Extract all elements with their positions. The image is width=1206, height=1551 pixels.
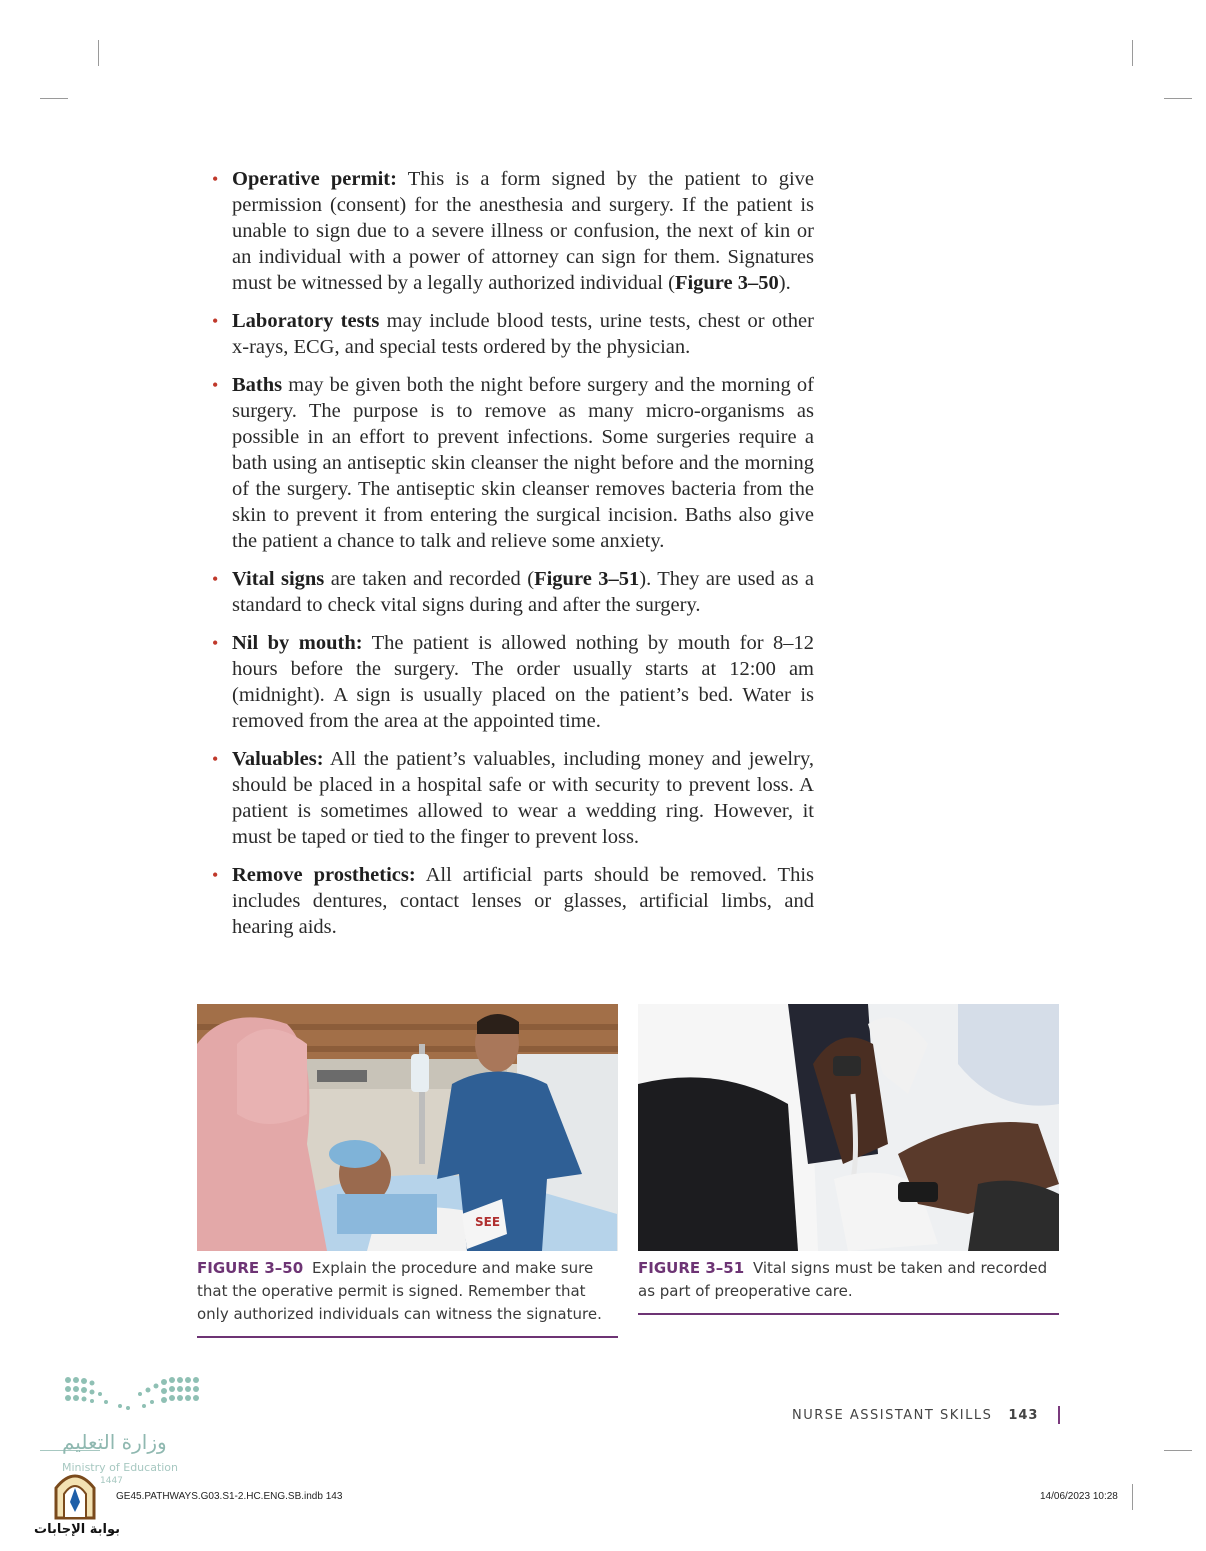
page-footer	[792, 1406, 1060, 1424]
crop-mark	[1132, 40, 1133, 66]
crop-mark	[1164, 1450, 1192, 1451]
bullet-term: Laboratory tests	[232, 310, 380, 332]
crop-mark	[1132, 1484, 1133, 1510]
figure-label: FIGURE 3–50	[197, 1259, 304, 1277]
bullet-text-end: ).	[778, 272, 791, 294]
bullet-item	[210, 308, 814, 360]
bullet-list	[210, 166, 814, 952]
bullet-dot: •	[212, 375, 219, 395]
bullet-text: The patient is allowed nothing by mouth for 8–12 hours before the surgery. The order usually starts at 12:00 am (midnight). A sign is usually placed on the patient’s bed. Water is removed from the area at the appointed time.	[232, 632, 814, 732]
figure-3-50	[197, 1004, 618, 1338]
bullet-term: Vital signs	[232, 568, 325, 590]
bullet-item	[210, 862, 814, 940]
bullet-term: Baths	[232, 374, 283, 396]
portal-name: بوابة الإجابات	[34, 1522, 120, 1537]
ministry-year: 1447	[100, 1476, 123, 1486]
bullet-text: All the patient’s valuables, including money and jewelry, should be placed in a hospital safe or with security to prevent loss. A patient is sometimes allowed to wear a wedding ring. However, it must be taped or tied to the finger to prevent loss.	[232, 748, 814, 848]
figure-3-51	[638, 1004, 1059, 1315]
bullet-dot: •	[212, 569, 219, 589]
figure-caption-text: Explain the procedure and make sure that the operative permit is signed. Remember that only authorized individuals can witness the signature.	[197, 1259, 602, 1323]
section-title: NURSE ASSISTANT SKILLS	[792, 1407, 993, 1423]
bullet-term: Valuables:	[232, 748, 324, 770]
bullet-text-end: ). They are used as a standard to check vital signs during and after the surgery.	[232, 568, 814, 616]
bullet-text: This is a form signed by the patient to give permission (consent) for the anesthesia and surgery. If the patient is unable to sign due to a severe illness or confusion, the next of kin or an individual with a power of attorney can sign for them. Signatures must be witnessed by a legally authorized individual (	[232, 168, 814, 294]
ministry-english-name: Ministry of Education	[62, 1461, 179, 1474]
ministry-arabic-name: وزارة التعليم	[62, 1430, 167, 1454]
ministry-dots-icon	[40, 1372, 210, 1422]
figure-photo-nurse-with-patient	[197, 1004, 618, 1251]
bullet-item	[210, 630, 814, 734]
figure-reference: Figure 3–50	[674, 272, 779, 294]
crop-mark	[98, 40, 99, 66]
bullet-dot: •	[212, 633, 219, 653]
svg-text:SEE: SEE	[475, 1215, 501, 1229]
photo-illustration	[638, 1004, 1059, 1251]
bullet-term: Remove prosthetics:	[232, 864, 416, 886]
figure-photo-vital-signs	[638, 1004, 1059, 1251]
bullet-text: All artificial parts should be removed. This includes dentures, contact lenses or glasses, artificial limbs, and hearing aids.	[232, 864, 814, 938]
crop-mark	[1164, 98, 1192, 99]
bullet-item	[210, 566, 814, 618]
print-slug-file: GE45.PATHWAYS.G03.S1-2.HC.ENG.SB.indb 143	[116, 1491, 343, 1502]
figure-caption	[197, 1257, 618, 1338]
bullet-item	[210, 166, 814, 296]
answers-portal-logo	[34, 1468, 124, 1544]
print-slug-date: 14/06/2023 10:28	[1040, 1491, 1118, 1502]
bullet-dot: •	[212, 169, 219, 189]
page-number: 143	[1008, 1407, 1039, 1423]
bullet-dot: •	[212, 749, 219, 769]
photo-illustration	[197, 1004, 618, 1251]
bullet-item	[210, 746, 814, 850]
bullet-text: may be given both the night before surgery and the morning of surgery. The purpose is to remove as many micro-organisms as possible in an effort to prevent infections. Some surgeries require a bath using an antiseptic skin cleanser the night before and the morning of the surgery. The antiseptic skin cleanser removes bacteria from the skin to prevent it from entering the surgical incision. Baths also give the patient a chance to talk and relieve some anxiety.	[232, 374, 814, 552]
bullet-term: Operative permit:	[232, 168, 397, 190]
crop-mark	[40, 98, 68, 99]
figure-label: FIGURE 3–51	[638, 1259, 745, 1277]
bullet-item	[210, 372, 814, 554]
portal-arch-icon	[50, 1468, 100, 1520]
figure-caption-text: Vital signs must be taken and recorded as part of preoperative care.	[638, 1259, 1048, 1300]
bullet-text: are taken and recorded (	[324, 568, 535, 590]
bullet-dot: •	[212, 311, 219, 331]
bullet-dot: •	[212, 865, 219, 885]
figure-reference: Figure 3–51	[534, 568, 640, 590]
bullet-term: Nil by mouth:	[232, 632, 363, 654]
bullet-text: may include blood tests, urine tests, chest or other x-rays, ECG, and special tests ordered by the physician.	[232, 310, 814, 358]
footer-bar	[1058, 1406, 1060, 1424]
figure-caption	[638, 1257, 1059, 1315]
